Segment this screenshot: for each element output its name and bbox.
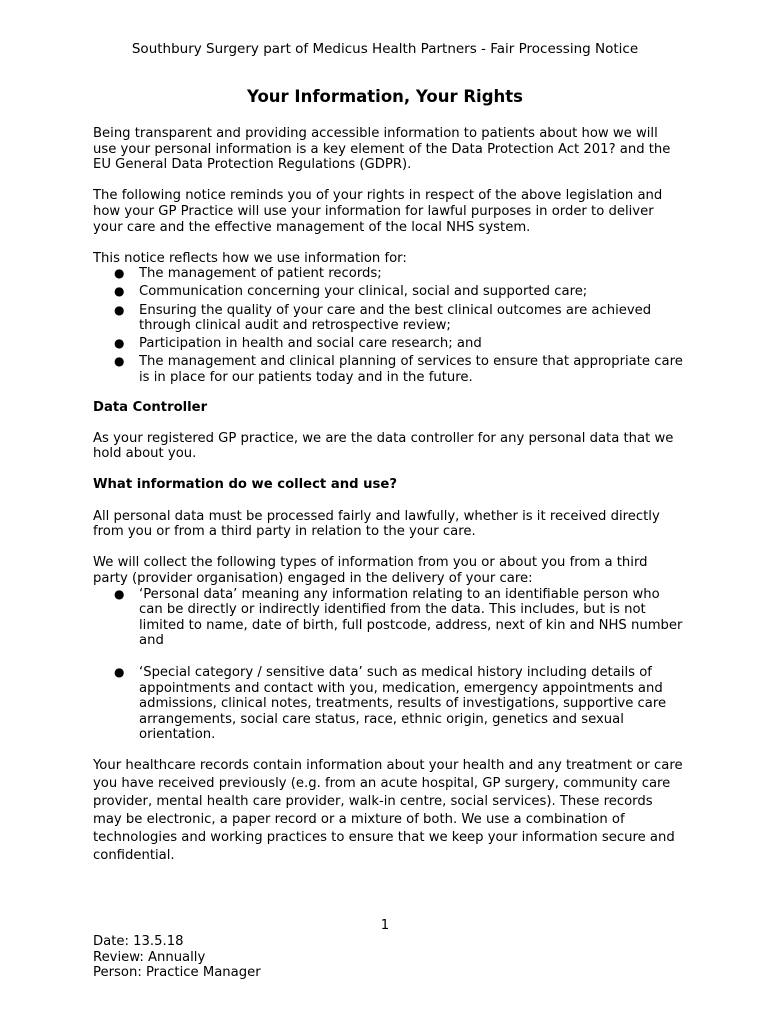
list-item: ● ‘Special category / sensitive data’ such as medical history including details of appointments and contact with you, medication, emergency appointments and admissions, clinical notes, treatments, results of investigations, supportive care arrangements, social care status, race, ethnic origin, genetics and sexual orientation. bbox=[114, 665, 667, 743]
footer-review: Review: Annually bbox=[93, 949, 206, 965]
reflects-paragraph: This notice reflects how we use information for: bbox=[93, 250, 407, 266]
bullet-icon: ● bbox=[114, 284, 125, 299]
records-paragraph: Your healthcare records contain information about your health and any treatment or care you have received previously (e.g. from an acute hospital, GP surgery, community care provider, mental health care provider, walk-in centre, social services). These records may be electronic, a paper record or a mixture of both. We use a combination of technologies and working practices to ensure that we keep your information secure and confidential. bbox=[93, 757, 683, 863]
footer-date: Date: 13.5.18 bbox=[93, 934, 184, 949]
list-item: ● The management of patient records; bbox=[114, 266, 382, 282]
document-body bbox=[93, 126, 683, 865]
bullet-icon: ● bbox=[114, 586, 125, 601]
bullet-icon: ● bbox=[114, 665, 125, 679]
page-header: Southbury Surgery part of Medicus Health Partners - Fair Processing Notice bbox=[131, 41, 639, 57]
list-item: ● The management and clinical planning of services to ensure that appropriate care is in place for our patients today and in the future. bbox=[114, 354, 683, 385]
page-title: Your Information, Your Rights bbox=[247, 87, 523, 106]
collect-text-1: All personal data must be processed fairly and lawfully, whether is it received directly from you or from a third party in relation to the your care. bbox=[93, 508, 660, 540]
list-item: ● Ensuring the quality of your care and the best clinical outcomes are achieved through clinical audit and retrospective review; bbox=[114, 302, 652, 334]
list-item: ● Communication concerning your clinical, social and supported care; bbox=[114, 284, 588, 300]
footer-person: Person: Practice Manager bbox=[93, 965, 261, 981]
page-number: 1 bbox=[380, 918, 390, 933]
reminder-paragraph: The following notice reminds you of your rights in respect of the above legislation and how your GP Practice will use your information for lawful purposes in order to deliver your care and the effective management of the local NHS system. bbox=[93, 188, 663, 235]
data-controller-text: As your registered GP practice, we are the data controller for any personal data that we hold about you. bbox=[93, 430, 674, 462]
data-types-list bbox=[93, 587, 683, 743]
intro-paragraph: Being transparent and providing accessible information to patients about how we will use your personal information is a key element of the Data Protection Act 201? and the EU General Data Protection Regulations (GDPR). bbox=[93, 126, 671, 173]
page-footer bbox=[93, 934, 261, 981]
collect-heading: What information do we collect and use? bbox=[93, 477, 397, 493]
list-item: ● ‘Personal data’ meaning any information relating to an identifiable person who can be directly or indirectly identified from the data. This includes, but is not limited to name, date of birth, full postcode, address, next of kin and NHS number and bbox=[114, 586, 683, 649]
bullet-icon: ● bbox=[114, 336, 125, 351]
bullet-icon: ● bbox=[114, 354, 125, 369]
list-item: ● Participation in health and social care research; and bbox=[114, 336, 482, 352]
collect-text-2: We will collect the following types of information from you or about you from a third party (provider organisation) engaged in the delivery of your care: bbox=[93, 555, 648, 587]
uses-list bbox=[93, 266, 683, 385]
bullet-icon: ● bbox=[114, 266, 125, 281]
data-controller-heading: Data Controller bbox=[93, 399, 208, 415]
bullet-icon: ● bbox=[114, 302, 125, 317]
